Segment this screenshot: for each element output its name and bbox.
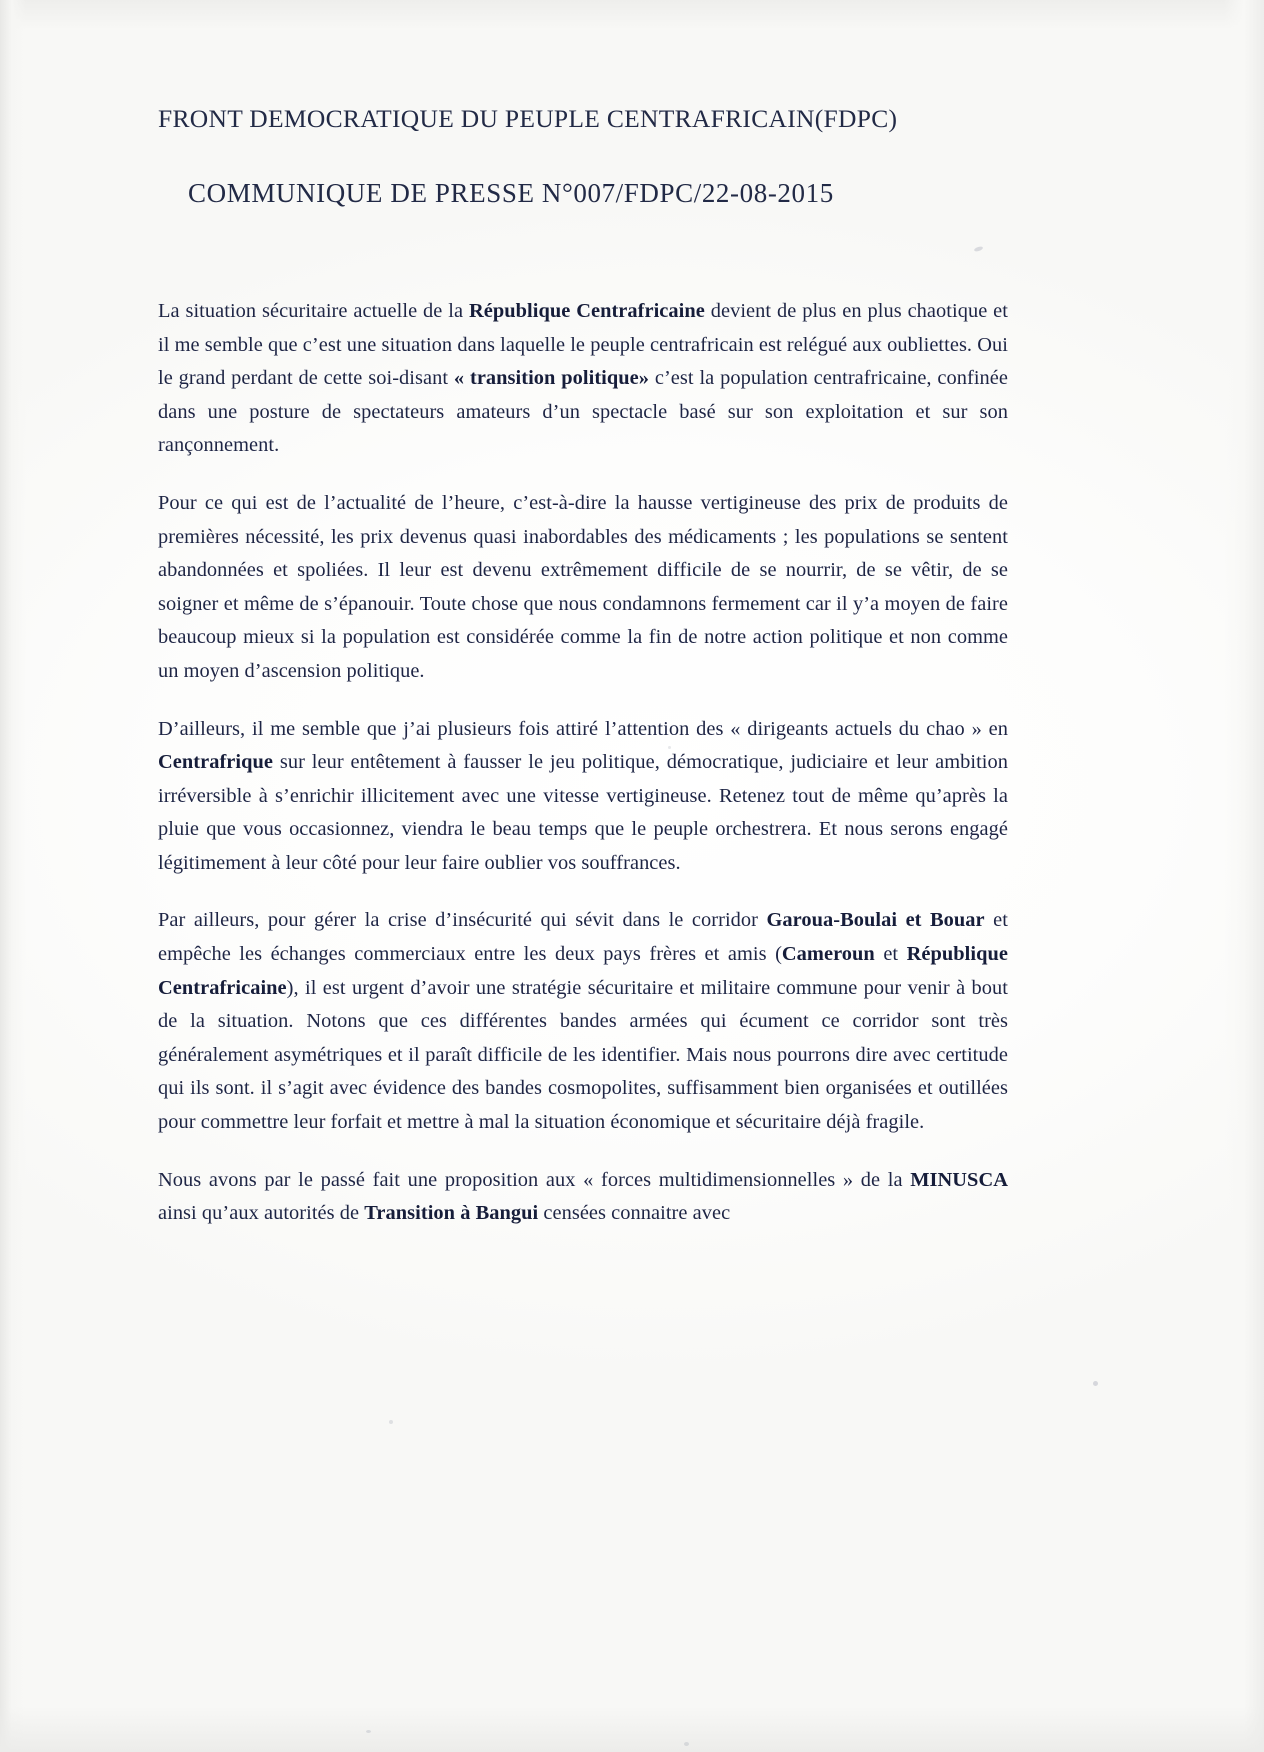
paragraph-5-segment-1: Nous avons par le passé fait une proposition aux « forces multidimensionnelles » de la bbox=[158, 1168, 911, 1191]
scan-artifact-speck bbox=[389, 1420, 393, 1424]
paragraph-3-segment-2: sur leur entêtement à fausser le jeu politique, démocratique, judiciaire et leur ambition irréversible à s’enrichir illicitement avec une vitesse vertigineuse. Retenez tout de même qu’après la pluie que vous occasionnez, viendra le beau temps que le peuple orchestrera. Et nous serons engagé légitimement à leur côté pour leur faire oublier vos souffrances. bbox=[158, 751, 1008, 874]
document-content bbox=[158, 104, 1008, 1231]
paragraph-1 bbox=[158, 295, 1008, 463]
paragraph-4-segment-1: Par ailleurs, pour gérer la crise d’insécurité qui sévit dans le corridor bbox=[158, 909, 767, 932]
paragraph-4-segment-4: ), il est urgent d’avoir une stratégie sécuritaire et militaire commune pour venir à bout de la situation. Notons que ces différentes bandes armées qui écument ce corridor sont très généralement asymétriques et il paraît difficile de les identifier. Mais nous pourrons dire avec certitude qui ils sont. il s’agit avec évidence des bandes cosmopolites, suffisamment bien organisées et outillées pour commettre leur forfait et mettre à mal la situation économique et sécuritaire déjà fragile. bbox=[158, 976, 1008, 1134]
scan-artifact-speck bbox=[1093, 1381, 1098, 1386]
paragraph-4-bold-republique-centrafricaine: République Centrafricaine bbox=[158, 943, 1008, 999]
scan-edge-shadow-top bbox=[0, 0, 1264, 30]
paragraph-4-segment-3: et bbox=[874, 943, 907, 966]
document-header bbox=[158, 104, 1008, 209]
paragraph-5-bold-transition-bangui: Transition à Bangui bbox=[364, 1202, 539, 1225]
paragraph-5-segment-2: ainsi qu’aux autorités de bbox=[158, 1202, 365, 1225]
paragraph-4 bbox=[158, 904, 1008, 1139]
paragraph-1-segment-1: La situation sécuritaire actuelle de la bbox=[158, 299, 469, 322]
communique-title: COMMUNIQUE DE PRESSE N°007/FDPC/22-08-2015 bbox=[188, 177, 834, 208]
paragraph-4-segment-2: et empêche les échanges commerciaux entre les deux pays frères et amis ( bbox=[158, 909, 1008, 966]
scan-edge-shadow-right bbox=[1224, 0, 1264, 1752]
paragraph-3-bold-centrafrique: Centrafrique bbox=[158, 751, 273, 774]
scan-artifact-speck bbox=[366, 1730, 371, 1733]
paragraph-4-bold-garoua-boulai-bouar: Garoua-Boulai et Bouar bbox=[766, 909, 985, 932]
paragraph-5-bold-minusca: MINUSCA bbox=[910, 1168, 1008, 1191]
organization-title: FRONT DEMOCRATIQUE DU PEUPLE CENTRAFRICAIN(FDPC) bbox=[158, 104, 898, 133]
paragraph-2-segment-1: Pour ce qui est de l’actualité de l’heure, c’est-à-dire la hausse vertigineuse des prix de produits de premières nécessité, les prix devenus quasi inabordables des médicaments ; les populations se sentent abandonnées et spoliées. Il leur est devenu extrêmement difficile de se nourrir, de se vêtir, de se soigner et même de s’épanouir. Toute chose que nous condamnons fermement car il y’a moyen de faire beaucoup mieux si la population est considérée comme la fin de notre action politique et non comme un moyen d’ascension politique. bbox=[158, 491, 1008, 682]
paragraph-4-bold-cameroun: Cameroun bbox=[781, 943, 875, 966]
paragraph-3-segment-1: D’ailleurs, il me semble que j’ai plusieurs fois attiré l’attention des « dirigeants actuels du chao » en bbox=[158, 717, 1008, 740]
paragraph-5 bbox=[158, 1164, 1008, 1231]
scan-edge-shadow-left bbox=[0, 0, 26, 1752]
paragraph-5-segment-3: censées connaitre avec bbox=[538, 1202, 731, 1225]
paragraph-1-bold-republique: République Centrafricaine bbox=[468, 299, 705, 322]
paragraph-1-segment-2: devient de plus en plus chaotique et il me semble que c’est une situation dans laquelle le peuple centrafricain est relégué aux oubliettes. Oui le grand perdant de cette soi-disant bbox=[158, 299, 1008, 390]
paragraph-1-bold-transition-politique: « transition politique» bbox=[453, 367, 650, 390]
paragraph-2 bbox=[158, 487, 1008, 689]
scan-edge-shadow-bottom bbox=[0, 1706, 1264, 1752]
scan-artifact-speck bbox=[684, 1742, 689, 1746]
paragraph-3 bbox=[158, 713, 1008, 881]
document-body bbox=[158, 295, 1008, 1231]
paragraph-1-segment-3: c’est la population centrafricaine, confinée dans une posture de spectateurs amateurs d’un spectacle basé sur son exploitation et sur son rançonnement. bbox=[158, 367, 1008, 457]
